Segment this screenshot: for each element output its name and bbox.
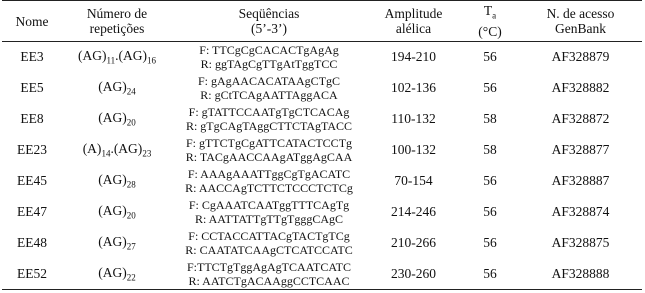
- header-sequencias-line2: (5’-3’): [251, 21, 287, 36]
- repeat-motif: [62, 166, 172, 197]
- genbank-accession: AF328875: [551, 235, 610, 250]
- marker-name: EE52: [17, 265, 47, 281]
- marker-name: EE23: [17, 142, 47, 157]
- allele-range: 210-266: [391, 235, 436, 250]
- allele-range: 214-246: [391, 204, 436, 219]
- genbank-accession: AF328882: [551, 80, 610, 95]
- repeat-motif: [62, 259, 172, 290]
- forward-primer: F: gTATTCCAATgTgCTCACAg: [188, 105, 350, 119]
- annealing-temperature: 58: [483, 111, 497, 126]
- primer-sequences: [172, 228, 366, 259]
- repeat-count: 16: [147, 56, 157, 67]
- repeat-motif: [62, 73, 172, 104]
- annealing-temperature: 56: [483, 49, 497, 65]
- table-row: [2, 42, 642, 73]
- annealing-temperature: 56: [483, 235, 497, 250]
- header-acesso-line2: GenBank: [555, 21, 606, 36]
- allele-range: 70-154: [394, 173, 433, 188]
- reverse-primer: R: gTgCAgTAggCTTCTAgTACC: [185, 119, 353, 133]
- table-body: [2, 42, 642, 290]
- allele-range: 100-132: [391, 142, 436, 157]
- primer-sequences: [172, 73, 366, 104]
- genbank-accession: AF328877: [551, 142, 610, 157]
- header-amplitude-line2: alélica: [395, 21, 432, 36]
- annealing-temperature: 56: [483, 80, 497, 95]
- marker-name: EE47: [17, 204, 47, 219]
- annealing-temperature: 56: [483, 204, 497, 219]
- primer-sequences: [172, 259, 366, 290]
- genbank-accession: AF328888: [551, 265, 610, 281]
- primer-sequences: [172, 135, 366, 166]
- repeat-unit: (A): [82, 141, 102, 157]
- header-nome-text: Nome: [15, 13, 49, 29]
- genbank-accession: AF328872: [551, 111, 610, 126]
- primer-sequences: [172, 166, 366, 197]
- repeat-count: 23: [142, 148, 152, 159]
- header-nome: [2, 1, 62, 42]
- table-row: [2, 104, 642, 135]
- header-sequencias: [172, 1, 366, 42]
- genbank-accession: AF328879: [551, 49, 610, 65]
- header-ta-sub: a: [492, 10, 497, 21]
- marker-name: EE3: [20, 49, 44, 65]
- header-repeticoes-line1: Número de: [86, 6, 148, 21]
- header-repeticoes: [62, 1, 172, 42]
- repeat-unit: (AG): [98, 110, 127, 126]
- forward-primer: F: gTTCTgCgATTCATACTCCTg: [185, 136, 353, 150]
- header-amplitude-line1: Amplitude: [384, 6, 443, 21]
- primer-sequences: [172, 104, 366, 135]
- marker-name: EE48: [17, 235, 47, 250]
- repeat-motif: [62, 197, 172, 228]
- forward-primer: F: gAgAACACATAAgCTgC: [197, 74, 341, 88]
- allele-range: 230-260: [391, 265, 436, 281]
- allele-range: 102-136: [391, 80, 436, 95]
- repeat-motif: [62, 135, 172, 166]
- reverse-primer: R: CAATATCAAgCTCATCCATC: [185, 243, 353, 257]
- header-acesso-line1: N. de acesso: [546, 6, 615, 21]
- repeat-unit: (AG): [98, 264, 127, 280]
- reverse-primer: R: AACCAgTCTTCTCCCTCTCg: [185, 181, 353, 195]
- genbank-accession: AF328887: [551, 173, 610, 188]
- annealing-temperature: 56: [483, 265, 497, 281]
- forward-primer: F: AAAgAAATTggCgTgACATC: [187, 167, 351, 181]
- allele-range: 194-210: [391, 49, 436, 65]
- reverse-primer: R: ggTAgCgTTgAtTggTCC: [200, 57, 338, 72]
- marker-name: EE5: [20, 80, 44, 95]
- repeat-unit: (AG): [98, 172, 127, 188]
- header-ta-unit: (°C): [478, 23, 502, 39]
- repeat-motif: [62, 228, 172, 259]
- table-header: [2, 1, 642, 42]
- repeat-unit: .(AG): [115, 48, 148, 64]
- header-ta: [461, 1, 519, 42]
- reverse-primer: R: AATTATTgTTgTgggCAgC: [194, 212, 344, 226]
- repeat-count: 27: [126, 241, 136, 252]
- repeat-count: 20: [126, 117, 136, 128]
- annealing-temperature: 56: [483, 173, 497, 188]
- annealing-temperature: 58: [483, 142, 497, 157]
- repeat-count: 28: [126, 179, 136, 190]
- forward-primer: F: TTCgCgCACACTgAgAg: [199, 43, 339, 58]
- repeat-unit: (AG): [98, 234, 127, 250]
- table-row: [2, 135, 642, 166]
- primer-sequences: [172, 42, 366, 73]
- table-row: [2, 166, 642, 197]
- repeat-unit: (AG): [98, 203, 127, 219]
- allele-range: 110-132: [391, 111, 436, 126]
- header-amplitude: [366, 1, 461, 42]
- repeat-count: 11: [106, 56, 116, 67]
- header-sequencias-line1: Seqüências: [238, 6, 300, 21]
- marker-name: EE45: [17, 173, 47, 188]
- reverse-primer: R: TACgAACCAAgATggAgCAA: [185, 150, 353, 164]
- repeat-count: 22: [126, 272, 136, 283]
- primer-sequences: [172, 197, 366, 228]
- reverse-primer: R: AATCTgACAAggCCTCAAC: [188, 273, 350, 288]
- table-row: [2, 197, 642, 228]
- repeat-count: 24: [126, 86, 136, 97]
- repeat-count: 20: [126, 210, 136, 221]
- forward-primer: F:TTCTgTggAgAgTCAATCATC: [186, 259, 351, 274]
- header-acesso: [519, 1, 642, 42]
- repeat-unit: (AG): [98, 79, 127, 95]
- repeat-unit: .(AG): [110, 141, 143, 157]
- repeat-motif: [62, 42, 172, 73]
- forward-primer: F: CgAAATCAATggTTTCAgTg: [188, 198, 350, 212]
- forward-primer: F: CCTACCATTACgTACTgTCg: [188, 229, 350, 243]
- table-row: [2, 73, 642, 104]
- header-repeticoes-line2: repetições: [89, 21, 145, 36]
- primer-table: [2, 0, 642, 290]
- marker-name: EE8: [20, 111, 44, 126]
- header-ta-main: T: [483, 3, 493, 19]
- table-row: [2, 259, 642, 290]
- repeat-count: 14: [101, 148, 111, 159]
- genbank-accession: AF328874: [551, 204, 610, 219]
- reverse-primer: R: gCtTCAgAATTAggACA: [200, 88, 338, 102]
- repeat-unit: (AG): [77, 48, 107, 64]
- table-row: [2, 228, 642, 259]
- repeat-motif: [62, 104, 172, 135]
